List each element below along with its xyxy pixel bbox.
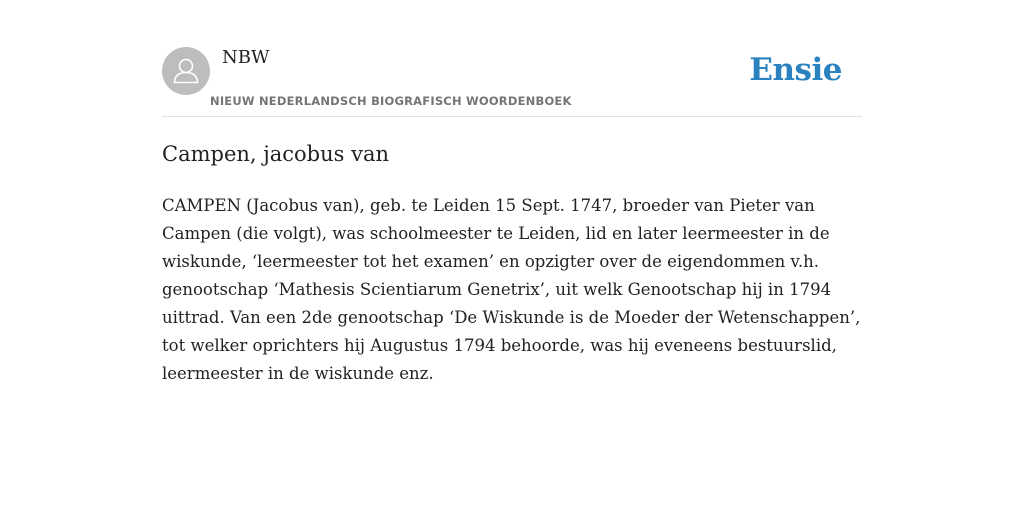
source-name[interactable]: NBW [222,47,270,68]
source-subtitle: NIEUW NEDERLANDSCH BIOGRAFISCH WOORDENBOEK [210,94,572,108]
page-title: Campen, jacobus van [162,142,390,166]
avatar[interactable] [162,47,210,95]
brand-logo[interactable]: Ensie [749,52,842,88]
source-header [162,40,862,117]
article-body: CAMPEN (Jacobus van), geb. te Leiden 15 Sept. 1747, broeder van Pieter van Campen (die volgt), was schoolmeester te Leiden, lid en later leermeester in de wiskunde, ‘leermeester tot het examen’ en opzigter over de eigendommen v.h. genootschap ‘Mathesis Scientiarum Genetrix’, uit welk Genootschap hij in 1794 uittrad. Van een 2de genootschap ‘De Wiskunde is de Moeder der Wetenschappen’, tot welker oprichters hij Augustus 1794 behoorde, was hij eveneens bestuurslid, leermeester in de wiskunde enz. [162,196,861,383]
user-icon [162,47,210,95]
